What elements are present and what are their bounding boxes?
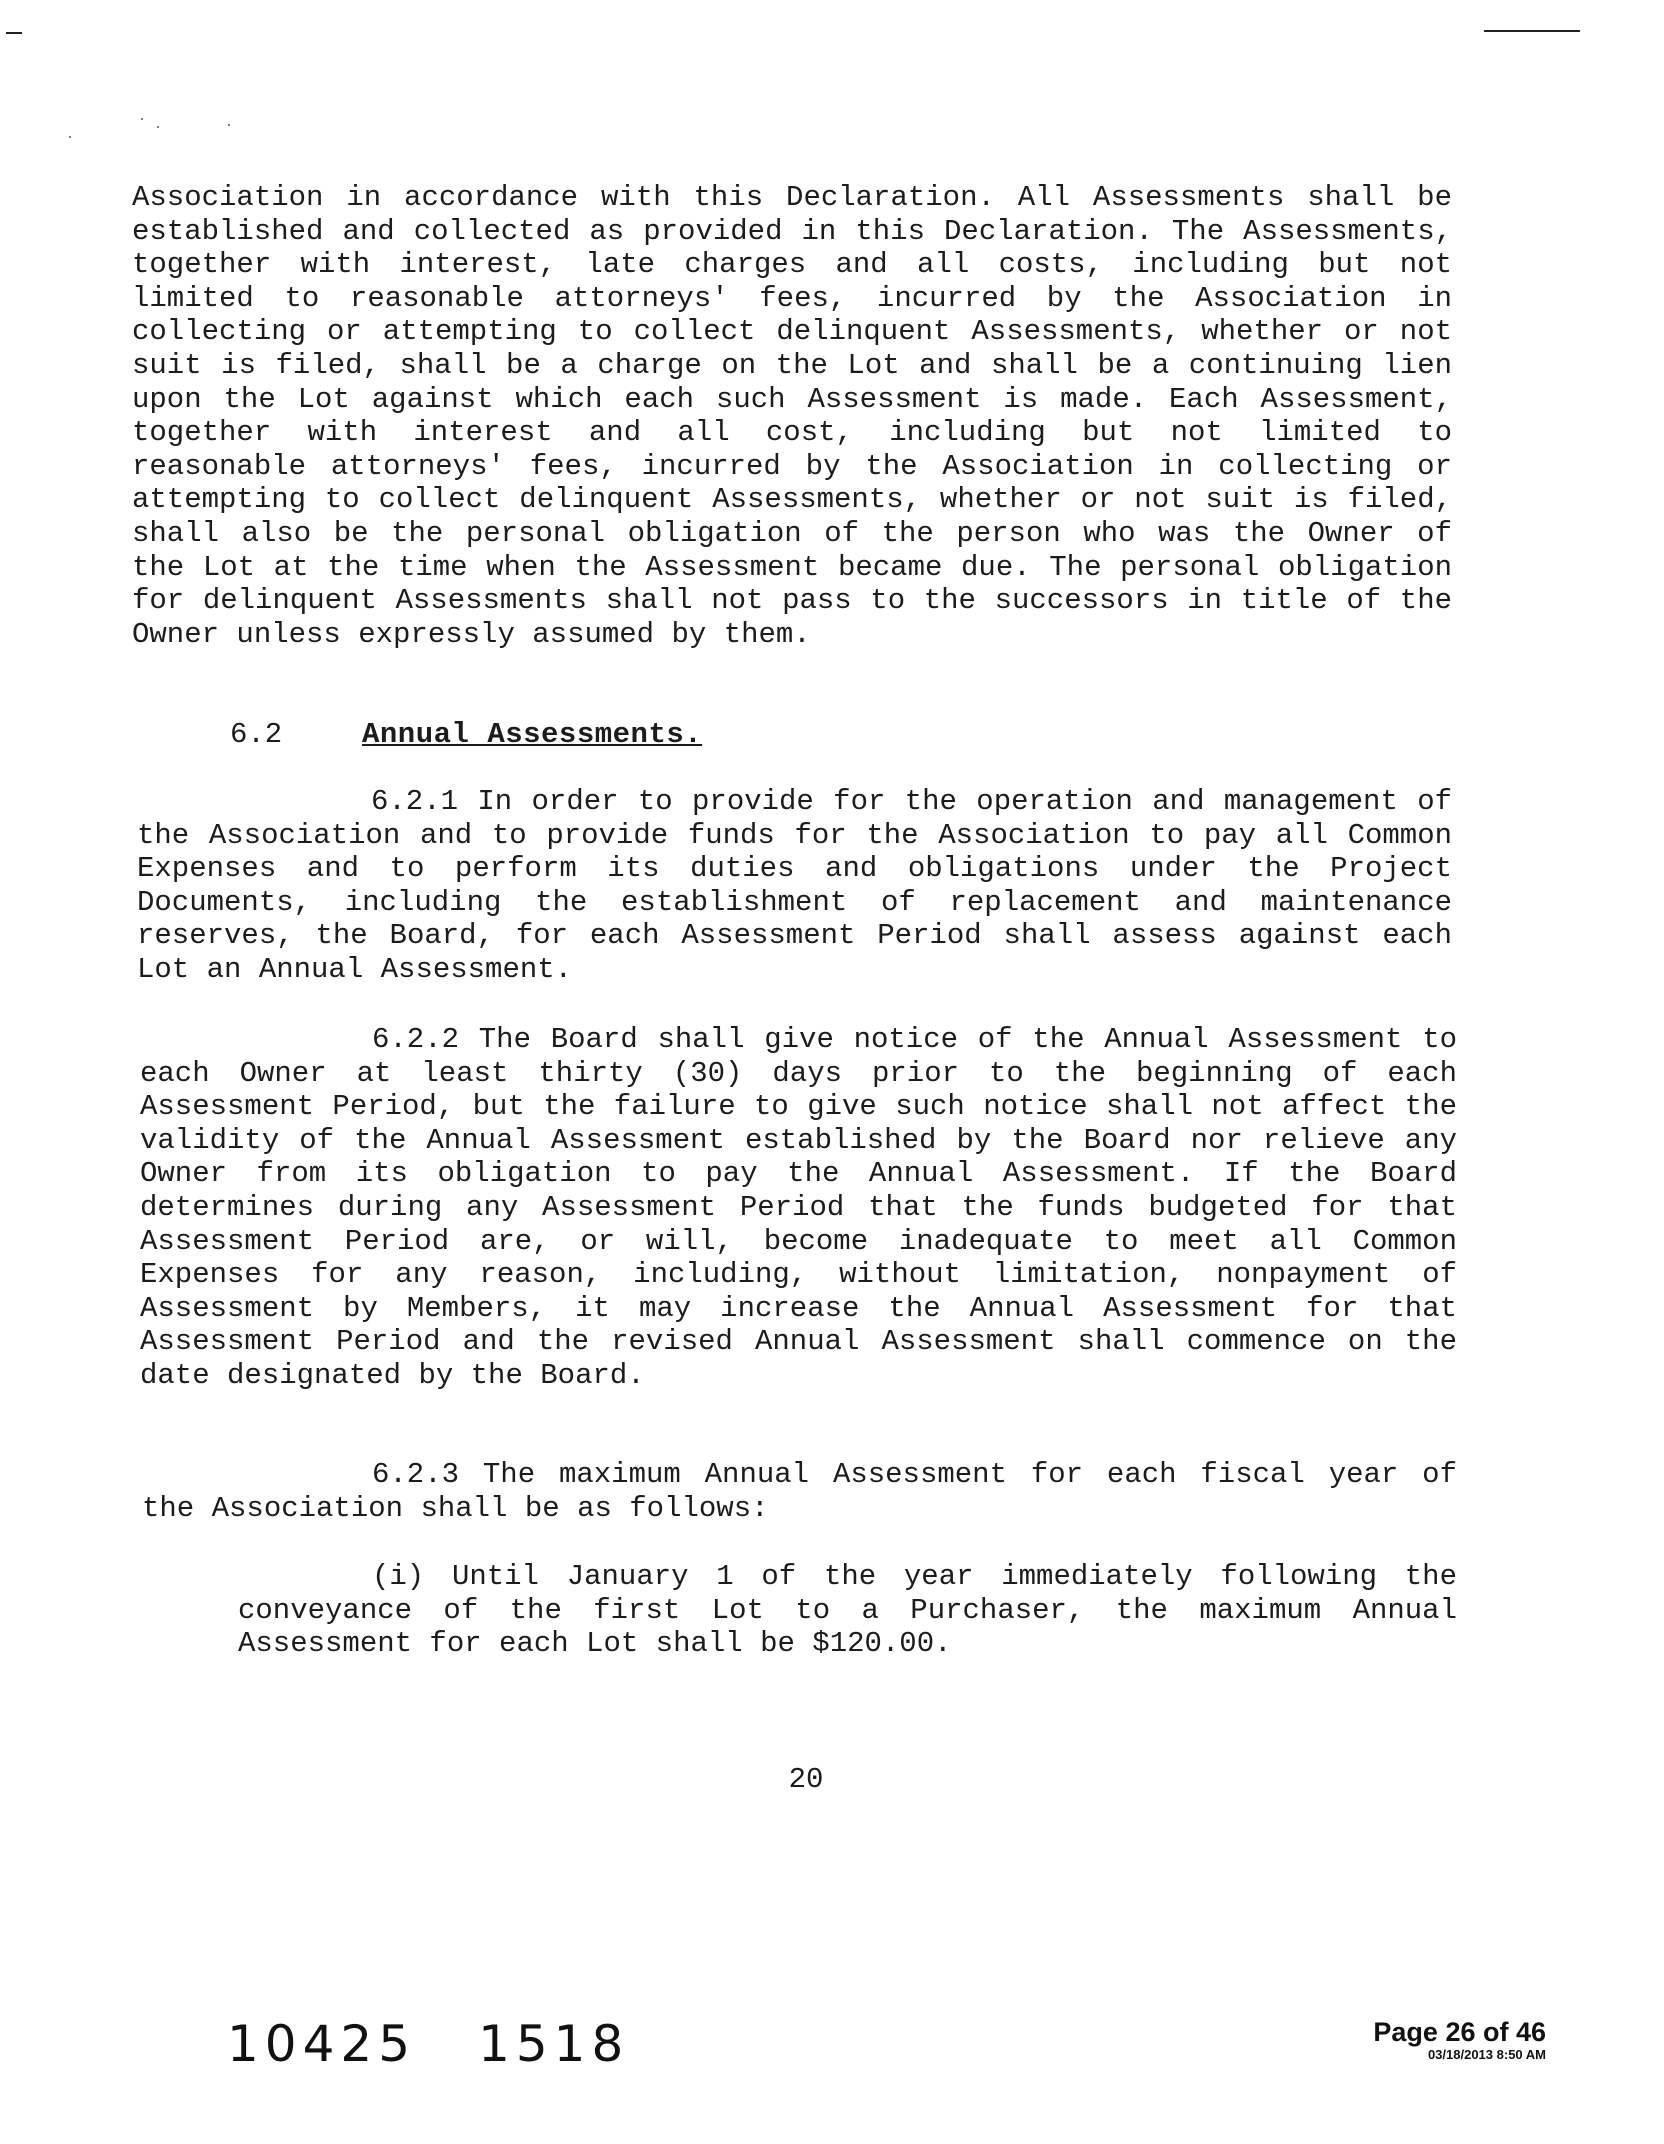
book-page-stamp [227,2015,629,2073]
scan-speck [228,124,230,126]
section-heading [230,718,702,751]
recorder-timestamp: 03/18/2013 8:50 AM [1427,2047,1546,2062]
scan-speck [157,126,159,128]
paragraph-6-2-2: 6.2.2 The Board shall give notice of the Annual Assessment to each Owner at least thirty (30) days prior to the beginning of each Assessment Period, but the failure to give such notice shall not affect the validity of the Annual Assessment established by the Board nor relieve any Owner from its obligation to pay the Annual Assessment. If the Board determines during any Assessment Period that the funds budgeted for that Assessment Period are, or will, become inadequate to meet all Common Expenses for any reason, including, without limitation, nonpayment of Assessment by Members, it may increase the Annual Assessment for that Assessment Period and the revised Annual Assessment shall commence on the date designated by the Board. [140,1023,1457,1392]
scan-speck [69,136,71,138]
intro-paragraph: Association in accordance with this Declaration. All Assessments shall be established and collected as provided in this Declaration. The Assessments, together with interest, late charges and all costs, including but not limited to reasonable attorneys' fees, incurred by the Association in collecting or attempting to collect delinquent Assessments, whether or not suit is filed, shall be a charge on the Lot and shall be a continuing lien upon the Lot against which each such Assessment is made. Each Assessment, together with interest and all cost, including but not limited to reasonable attorneys' fees, incurred by the Association in collecting or attempting to collect delinquent Assessments, whether or not suit is filed, shall also be the personal obligation of the person who was the Owner of the Lot at the time when the Assessment became due. The personal obligation for delinquent Assessments shall not pass to the successors in title of the Owner unless expressly assumed by them. [132,181,1452,651]
scan-speck [141,118,143,120]
paragraph-i: (i) Until January 1 of the year immediately following the conveyance of the first Lot to a Purchaser, the maximum Annual Assessment for each Lot shall be $120.00. [238,1560,1457,1661]
book-number: 10425 [227,2015,417,2073]
scan-mark-left [6,32,22,34]
book-page-number: 1518 [478,2015,630,2073]
recorder-page: Page 26 of 46 [1373,2017,1546,2047]
page-number: 20 [788,1763,824,1796]
section-number: 6.2 [230,718,283,751]
recorder-stamp [1373,2017,1546,2063]
paragraph-6-2-3: 6.2.3 The maximum Annual Assessment for each fiscal year of the Association shall be as follows: [142,1458,1457,1525]
section-title: Annual Assessments. [362,718,703,751]
scan-mark-right [1484,30,1580,32]
paragraph-6-2-1: 6.2.1 In order to provide for the operation and management of the Association and to provide funds for the Association to pay all Common Expenses and to perform its duties and obligations under the Project Documents, including the establishment of replacement and maintenance reserves, the Board, for each Assessment Period shall assess against each Lot an Annual Assessment. [137,785,1452,986]
